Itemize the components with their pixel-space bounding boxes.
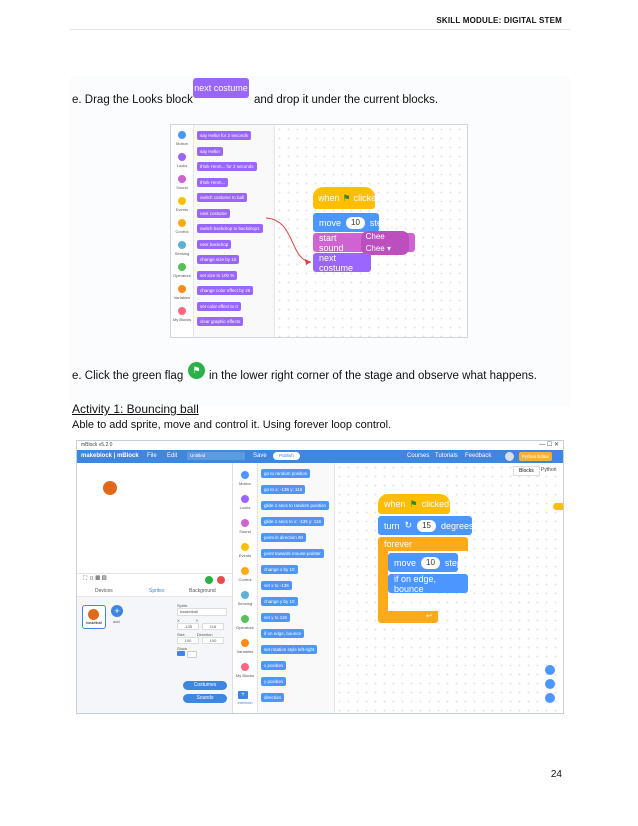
menu-bar <box>77 450 563 463</box>
next-costume-block: next costume <box>193 78 249 98</box>
show-label: Show <box>177 646 188 651</box>
palette-block[interactable]: glide 1 secs to random position <box>261 501 329 510</box>
step-e2-text-after: in the lower right corner of the stage and observe what happens. <box>209 370 537 382</box>
category-label[interactable]: Looks <box>239 505 251 510</box>
panel-tabs <box>77 586 233 597</box>
block-palette <box>258 463 335 713</box>
palette-block[interactable]: set color effect to 0 <box>197 302 241 311</box>
category-label[interactable]: Events <box>238 553 252 558</box>
move-value[interactable]: 10 <box>421 557 440 569</box>
green-flag-icon: ⚑ <box>188 362 205 379</box>
step-e-text-after: and drop it under the current blocks. <box>254 94 439 106</box>
costumes-button[interactable]: Costumes <box>183 681 227 690</box>
category-label[interactable]: Operators <box>236 625 254 630</box>
sound-value: Chee Chee <box>365 231 385 253</box>
category-sound-icon[interactable] <box>241 519 249 527</box>
sprite-prop-label: Sprite <box>177 603 188 608</box>
zoom-in-icon[interactable] <box>545 665 555 675</box>
x-input[interactable]: -135 <box>177 623 199 630</box>
palette-block[interactable]: change y by 10 <box>261 597 298 606</box>
tutorials-link[interactable]: Tutorials <box>435 453 458 459</box>
steps-label: steps <box>369 217 392 228</box>
header-divider <box>70 29 570 30</box>
stage-toolbar <box>77 573 233 586</box>
forever-arm <box>378 551 388 611</box>
palette-block[interactable]: switch costume to ball <box>197 193 247 202</box>
next-costume-script-block[interactable]: next costume <box>313 253 371 272</box>
stage[interactable] <box>77 463 233 573</box>
step-e-text-before: e. Drag the Looks block <box>72 94 193 106</box>
add-sprite-icon[interactable]: + <box>111 605 123 617</box>
category-events-icon[interactable] <box>241 543 249 551</box>
figure-2-mblock-window <box>76 440 564 714</box>
basketball-sprite[interactable] <box>103 481 117 495</box>
category-label[interactable]: Variables <box>173 295 191 300</box>
category-my-blocks-icon[interactable] <box>241 663 249 671</box>
avatar[interactable] <box>505 452 514 461</box>
category-sidebar <box>233 463 258 713</box>
tab-blocks[interactable]: Blocks <box>513 466 540 476</box>
tab-sprites[interactable]: Sprites <box>149 588 165 594</box>
palette-block[interactable]: point towards mouse-pointer <box>261 549 324 558</box>
zoom-out-icon[interactable] <box>545 679 555 689</box>
menu-edit[interactable]: Edit <box>167 453 178 459</box>
publish-button[interactable]: Publish <box>273 452 300 460</box>
category-label[interactable]: Control <box>238 577 252 582</box>
rotate-clockwise-icon: ↻ <box>404 520 413 530</box>
palette-block[interactable]: glide 1 secs to x: -135 y: 116 <box>261 517 324 526</box>
forever-label: forever <box>378 537 468 551</box>
python-editor-button[interactable]: Python Editor <box>519 452 552 461</box>
palette-block[interactable]: next costume <box>197 209 230 218</box>
category-label[interactable]: Variables <box>236 649 254 654</box>
sprite-thumb-label: basketball <box>86 621 102 625</box>
palette-block[interactable]: clear graphic effects <box>197 317 243 326</box>
window-controls-icon[interactable]: — ☐ ✕ <box>539 442 559 448</box>
palette-block[interactable]: set rotation style left-right <box>261 645 317 654</box>
tab-python[interactable]: Python <box>541 467 557 473</box>
size-input[interactable]: 100 <box>177 637 199 644</box>
figure-1-mblock-looks <box>170 124 468 338</box>
when-flag-clicked-block[interactable] <box>378 494 450 514</box>
turn-degrees-block[interactable] <box>378 516 472 535</box>
move-steps-block[interactable] <box>388 553 467 572</box>
category-label[interactable]: My Blocks <box>235 673 255 678</box>
palette-block[interactable]: say Hello! for 2 seconds <box>197 131 251 140</box>
palette-block[interactable]: next backdrop <box>197 240 231 249</box>
palette-block[interactable]: change color effect by 25 <box>197 286 253 295</box>
palette-block[interactable]: go to x: -135 y: 116 <box>261 485 305 494</box>
category-variables-icon[interactable] <box>241 639 249 647</box>
green-flag-icon: ⚑ <box>409 498 418 509</box>
forever-block[interactable] <box>378 537 468 623</box>
palette-block[interactable]: think Hmm... for 2 seconds <box>197 162 257 171</box>
palette-block[interactable]: say Hello! <box>197 147 223 156</box>
category-label[interactable]: Sound <box>239 529 251 534</box>
extension-label[interactable]: extension <box>237 701 253 705</box>
start-sound-label: start sound <box>319 232 344 253</box>
zoom-reset-icon[interactable] <box>545 693 555 703</box>
page-header: SKILL MODULE: DIGITAL STEM <box>436 16 562 25</box>
palette-block[interactable]: change size by 10 <box>197 255 239 264</box>
category-label[interactable]: Events <box>175 207 189 212</box>
green-flag-icon: ⚑ <box>342 192 351 203</box>
palette-block[interactable]: go to random position <box>261 469 310 478</box>
turn-value[interactable]: 15 <box>417 520 436 532</box>
move-label: move <box>394 557 417 568</box>
sound-dropdown[interactable]: Chee Chee ▾ <box>361 231 409 255</box>
palette-block[interactable]: direction <box>261 693 284 702</box>
when-label: when <box>384 499 406 509</box>
y-input[interactable]: 116 <box>202 623 224 630</box>
stop-icon[interactable] <box>217 576 225 584</box>
category-looks-icon[interactable] <box>241 495 249 503</box>
show-eye-icon[interactable] <box>177 651 185 656</box>
degrees-label: degrees <box>440 520 474 531</box>
direction-label: Direction <box>196 632 213 637</box>
palette-block[interactable]: point in direction 90 <box>261 533 306 542</box>
category-label[interactable]: Motion <box>238 481 251 486</box>
palette-block[interactable]: switch backdrop to backdrop1 <box>197 224 263 233</box>
clicked-label: clicked <box>421 499 450 509</box>
category-sensing-icon[interactable] <box>241 591 249 599</box>
script-canvas <box>335 463 563 713</box>
loop-arrow-icon: ↩ <box>378 611 438 623</box>
palette-block[interactable]: change x by 10 <box>261 565 298 574</box>
drag-arrow <box>171 125 467 337</box>
brand-logo: makeblock | mBlock <box>81 453 139 459</box>
category-motion-icon[interactable] <box>241 471 249 479</box>
category-label[interactable]: Motion <box>175 141 188 146</box>
extension-icon[interactable]: + <box>238 691 248 699</box>
tab-background[interactable]: Background <box>189 588 216 594</box>
feedback-link[interactable]: Feedback <box>465 453 492 459</box>
category-label[interactable]: Control <box>175 229 189 234</box>
side-handle[interactable] <box>553 503 563 510</box>
palette-block[interactable]: think Hmm... <box>197 178 228 187</box>
palette-block[interactable]: set y to 116 <box>261 613 290 622</box>
size-label: Size <box>177 632 185 637</box>
palette-block[interactable]: y position <box>261 677 286 686</box>
project-name-input[interactable]: Untitled <box>187 452 245 460</box>
palette-block[interactable]: if on edge, bounce <box>261 629 304 638</box>
palette-block[interactable]: set x to -135 <box>261 581 292 590</box>
move-label: move <box>319 217 342 228</box>
x-label: X <box>177 618 180 623</box>
category-label[interactable]: Sound <box>176 185 188 190</box>
sounds-button[interactable]: Sounds <box>183 694 227 703</box>
basketball-thumb-icon <box>88 609 99 620</box>
y-label: Y <box>195 618 199 623</box>
tab-devices[interactable]: Devices <box>95 588 113 594</box>
category-label[interactable]: Sensing <box>237 601 253 606</box>
clicked-label: clicked <box>353 193 382 203</box>
window-title: mBlock v5.2.0 <box>81 442 113 448</box>
palette-block[interactable]: set size to 100 % <box>197 271 237 280</box>
sprite-properties <box>177 603 227 658</box>
category-label[interactable]: Looks <box>176 163 188 168</box>
move-value[interactable]: 10 <box>346 217 365 229</box>
activity-description: Able to add sprite, move and control it. Using forever loop control. <box>72 419 392 431</box>
sprite-thumbnail[interactable] <box>82 605 106 629</box>
sprite-panel <box>77 597 233 713</box>
category-label[interactable]: Sensing <box>174 251 190 256</box>
palette-block[interactable]: x position <box>261 661 286 670</box>
turn-label: turn <box>384 520 400 531</box>
direction-input[interactable]: 100 <box>202 637 224 644</box>
save-button[interactable]: Save <box>253 453 267 459</box>
sprite-name-input[interactable]: basketball <box>177 608 227 616</box>
courses-link[interactable]: Courses <box>407 453 430 459</box>
category-label[interactable]: Operators <box>173 273 191 278</box>
when-label: when <box>318 193 340 203</box>
if-on-edge-bounce-block[interactable]: if on edge, bounce <box>388 574 468 593</box>
category-operators-icon[interactable] <box>241 615 249 623</box>
activity-heading: Activity 1: Bouncing ball <box>72 402 199 416</box>
add-sprite-label: add <box>113 619 120 624</box>
category-control-icon[interactable] <box>241 567 249 575</box>
steps-label: steps <box>444 557 467 568</box>
step-e2-text-before: e. Click the green flag <box>72 370 184 382</box>
page-number: 24 <box>550 769 562 780</box>
hide-eye-icon[interactable] <box>187 651 197 658</box>
category-label[interactable]: My Blocks <box>172 317 192 322</box>
stage-layout-icons[interactable]: ⛶ ▯ ▦ ▤ <box>83 576 107 582</box>
green-flag-icon[interactable] <box>205 576 213 584</box>
menu-file[interactable]: File <box>147 453 157 459</box>
